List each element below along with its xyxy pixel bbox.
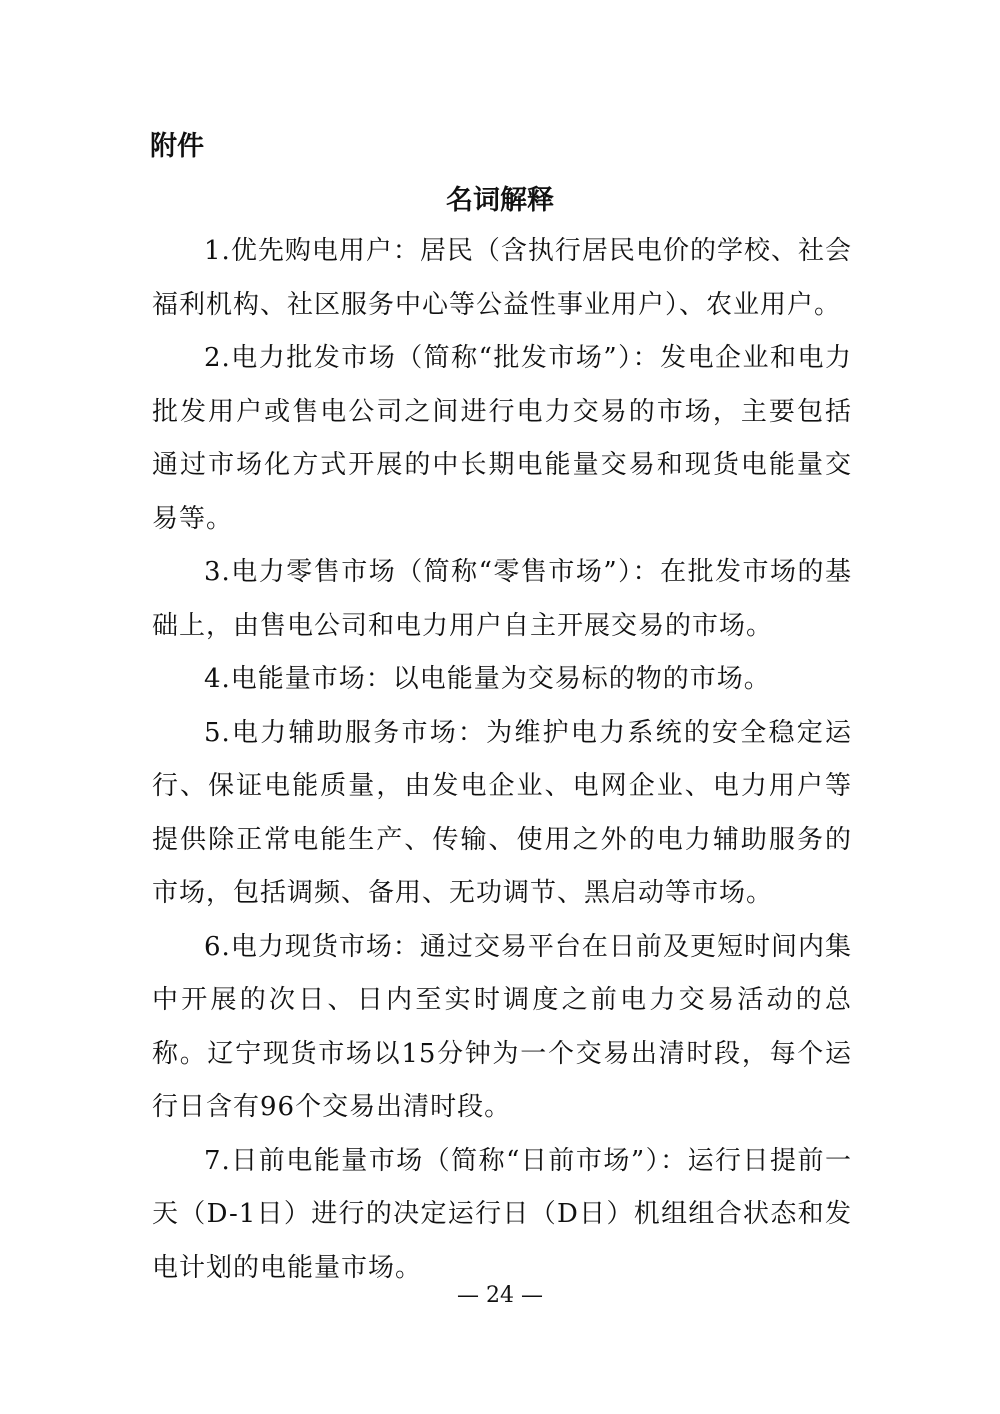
attachment-label: 附件 [150, 131, 204, 162]
definition-item: 3.电力零售市场（简称“零售市场”）：在批发市场的基础上，由售电公司和电力用户自主开展交易的市场。 [152, 557, 852, 641]
definition-item: 2.电力批发市场（简称“批发市场”）：发电企业和电力批发用户或售电公司之间进行电力交易的市场，主要包括通过市场化方式开展的中长期电能量交易和现货电能量交易等。 [152, 343, 852, 534]
definition-item: 1.优先购电用户：居民（含执行居民电价的学校、社会福利机构、社区服务中心等公益性事业用户）、农业用户。 [152, 236, 852, 320]
page-number: — 24 — [457, 1283, 543, 1308]
definitions-list [152, 225, 852, 1295]
definition-item: 4.电能量市场：以电能量为交易标的物的市场。 [204, 664, 771, 694]
page-title: 名词解释 [446, 185, 554, 216]
definition-item: 6.电力现货市场：通过交易平台在日前及更短时间内集中开展的次日、日内至实时调度之前电力交易活动的总称。辽宁现货市场以15分钟为一个交易出清时段，每个运行日含有96个交易出清时段。 [152, 931, 852, 1122]
definition-item: 5.电力辅助服务市场：为维护电力系统的安全稳定运行、保证电能质量，由发电企业、电网企业、电力用户等提供除正常电能生产、传输、使用之外的电力辅助服务的市场，包括调频、备用、无功调节、黑启动等市场。 [152, 717, 852, 908]
definition-item: 7.日前电能量市场（简称“日前市场”）：运行日提前一天（D-1日）进行的决定运行日（D日）机组组合状态和发电计划的电能量市场。 [152, 1145, 852, 1283]
